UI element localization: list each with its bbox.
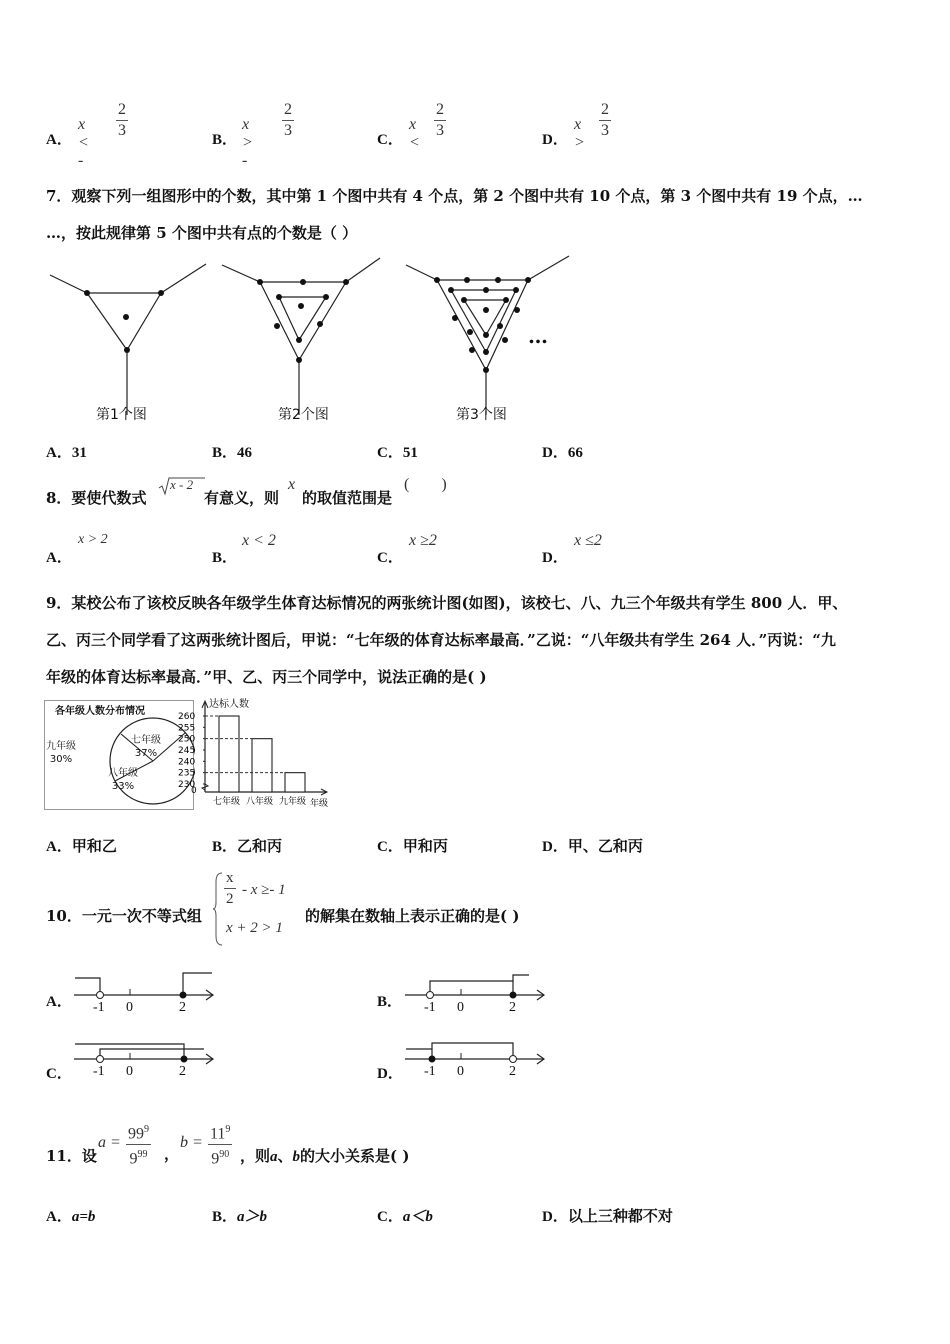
origin-label: 0 [191,786,197,796]
q11-suffix: ，则a、b的大小关系是( ) [240,1147,410,1165]
pie-title: 各年级人数分布情况 [55,706,145,717]
q8-middle: 有意义，则 [204,489,280,507]
q11-option-d[interactable]: D．以上三种都不对 [542,1207,673,1225]
q8-stem: 8．要使代数式 x - 2 有意义，则 x 的取值范围是 ( ) [46,476,447,507]
q10-eq1-fraction: $\frac{x}{2}$ [226,870,234,907]
q10-option-c[interactable]: C． -1 0 2 [46,1040,246,1090]
option-fraction: $\frac{2}{3}$ [436,101,444,139]
pie-label-grade8: 八年级 33% [108,768,138,792]
q8-suffix: 的取值范围是 [302,489,393,507]
q10-prefix: 10．一元一次不等式组 [46,907,202,925]
option-expression: x < - [78,116,89,169]
q7-stem-line1: 7．观察下列一组图形中的个数，其中第 1 个图中共有 4 个点，第 2 个图中共有 10 个点，第 3 个图中共有 19 个点，… [46,187,863,205]
y-tick-label: 235 [178,768,196,779]
option-expression: x < [409,116,420,151]
y-tick-label: 240 [178,757,196,768]
q8-prefix: 8．要使代数式 [46,489,147,507]
q8-options: A． x > 2 B． x < 2 C． x ≥2 D． x ≤2 [46,532,602,566]
q11-prefix: 11．设 [46,1147,97,1165]
x-tick-label: 九年级 [279,797,307,807]
pie-chart [44,700,194,810]
q11-b-fraction: $\frac{11^9}{9^{90}}$ [208,1120,232,1170]
option-expression: x > [574,116,585,151]
pie-label-grade9: 九年级 30% [46,741,76,765]
figure-1-label: 第1个图 [96,407,147,423]
q9-options [0,835,950,855]
bar-chart [176,696,356,812]
option-expression: x > - [242,116,253,169]
option-letter: B． [212,132,238,148]
x-tick-label: 八年级 [246,797,274,807]
y-tick-label: 230 [178,780,196,790]
q9-option-b[interactable]: B．乙和丙 [212,839,283,855]
q7-option-c[interactable]: C．51 [377,445,418,461]
figure-3-dots [434,277,531,373]
q11-option-a[interactable]: A．a=b [46,1209,96,1225]
q8-paren: ( ) [404,476,447,493]
figure-2-dots [257,279,349,363]
q6-options [0,100,950,169]
q10-option-a[interactable]: A． -1 0 2 [46,968,246,1018]
option-fraction: $\frac{2}{3}$ [601,101,609,139]
x-axis-label: 年级 [309,799,328,809]
bar [285,773,305,792]
ellipsis-dots: … [528,324,548,348]
q7-figures [40,250,600,430]
q11-option-b[interactable]: B．a＞b [212,1209,268,1225]
figure-1 [50,264,206,415]
x-tick-label: 七年级 [213,797,241,807]
q10-stem [46,868,646,948]
figure-3-label: 第3个图 [456,407,507,423]
q11-options [0,1205,950,1225]
figure-1-dots [84,290,164,353]
q9-stem-line1: 9．某校公布了该校反映各年级学生体育达标情况的两张统计图(如图)，该校七、八、九三个年级共有学生 800 人．甲、 [46,594,848,612]
q10-eq2: x + 2 > 1 [226,920,283,936]
q7-option-b[interactable]: B．46 [212,445,253,461]
q7-options [0,441,950,461]
q11-a-var: a = [98,1134,121,1151]
q10-option-d[interactable]: D． -1 0 2 [377,1040,577,1090]
q11-sep: ， [164,1145,180,1163]
q10-option-b[interactable]: B． -1 0 2 [377,968,577,1018]
q7-option-d[interactable]: D．66 [542,445,583,461]
q7-option-a[interactable]: A．31 [46,445,87,461]
q9-option-d[interactable]: D．甲、乙和丙 [542,839,643,855]
option-fraction: $\frac{2}{3}$ [118,101,126,139]
y-tick-label: 245 [178,746,196,756]
figure-2-label: 第2个图 [278,407,329,423]
q7-stem-line2: …，按此规律第 5 个图中共有点的个数是（ ） [46,224,358,242]
q9-stem-line3: 年级的体育达标率最高．”甲、乙、丙三个同学中，说法正确的是( ) [46,668,487,686]
q10-eq1-rest: - x ≥- 1 [242,882,286,898]
q11-a-fraction: $\frac{99^9}{9^{99}}$ [126,1120,151,1170]
q11-b-var: b = [180,1134,203,1151]
bar [252,739,272,792]
q10-suffix: 的解集在数轴上表示正确的是( ) [305,907,520,925]
q9-option-c[interactable]: C．甲和丙 [377,839,448,855]
y-tick-label: 255 [178,723,196,734]
chart-title: 达标人数 [209,699,249,710]
option-letter: D． [542,132,568,148]
q9-stem-line2: 乙、丙三个同学看了这两张统计图后，甲说：“七年级的体育达标率最高．”乙说：“八年级共有学生 264 人．”丙说：“九 [46,631,836,649]
q9-option-a[interactable]: A．甲和乙 [46,839,117,855]
y-tick-label: 250 [178,734,196,745]
bar [219,716,239,792]
q8-var: x [288,476,296,493]
q11-stem [46,1120,546,1174]
y-tick-label: 260 [178,712,196,722]
option-letter: A． [46,132,72,148]
pie-label-grade7: 七年级 37% [131,735,161,759]
option-letter: C． [377,132,403,148]
option-fraction: $\frac{2}{3}$ [284,101,292,139]
q11-option-c[interactable]: C．a＜b [377,1209,433,1225]
